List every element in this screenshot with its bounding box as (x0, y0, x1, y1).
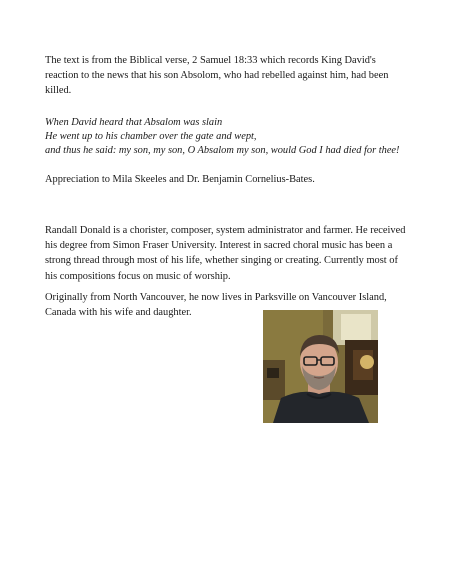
acknowledgement-paragraph: Appreciation to Mila Skeeles and Dr. Benjamin Cornelius-Bates. (45, 174, 315, 185)
author-photo (263, 310, 378, 423)
biography-paragraph: Randall Donald is a chorister, composer, system administrator and farmer. He received his degree from Simon Fraser University. Interest in sacred choral music has been a strong thread through most of his life, whether singing or creating. Currently most of his compositions focus on music of worship. (45, 225, 406, 282)
verse-quote (45, 116, 407, 158)
verse-line-1: When David heard that Absalom was slain (45, 117, 223, 128)
verse-line-2: He went up to his chamber over the gate and wept, (45, 131, 257, 142)
origin-paragraph: Originally from North Vancouver, he now lives in Parksville on Vancouver Island, Canada with his wife and daughter. (45, 292, 387, 319)
verse-line-3: and thus he said: my son, my son, O Absalom my son, would God I had died for thee! (45, 145, 400, 156)
intro-paragraph: The text is from the Biblical verse, 2 Samuel 18:33 which records King David's reaction to the news that his son Absolom, who had rebelled against him, had been killed. (45, 55, 389, 97)
